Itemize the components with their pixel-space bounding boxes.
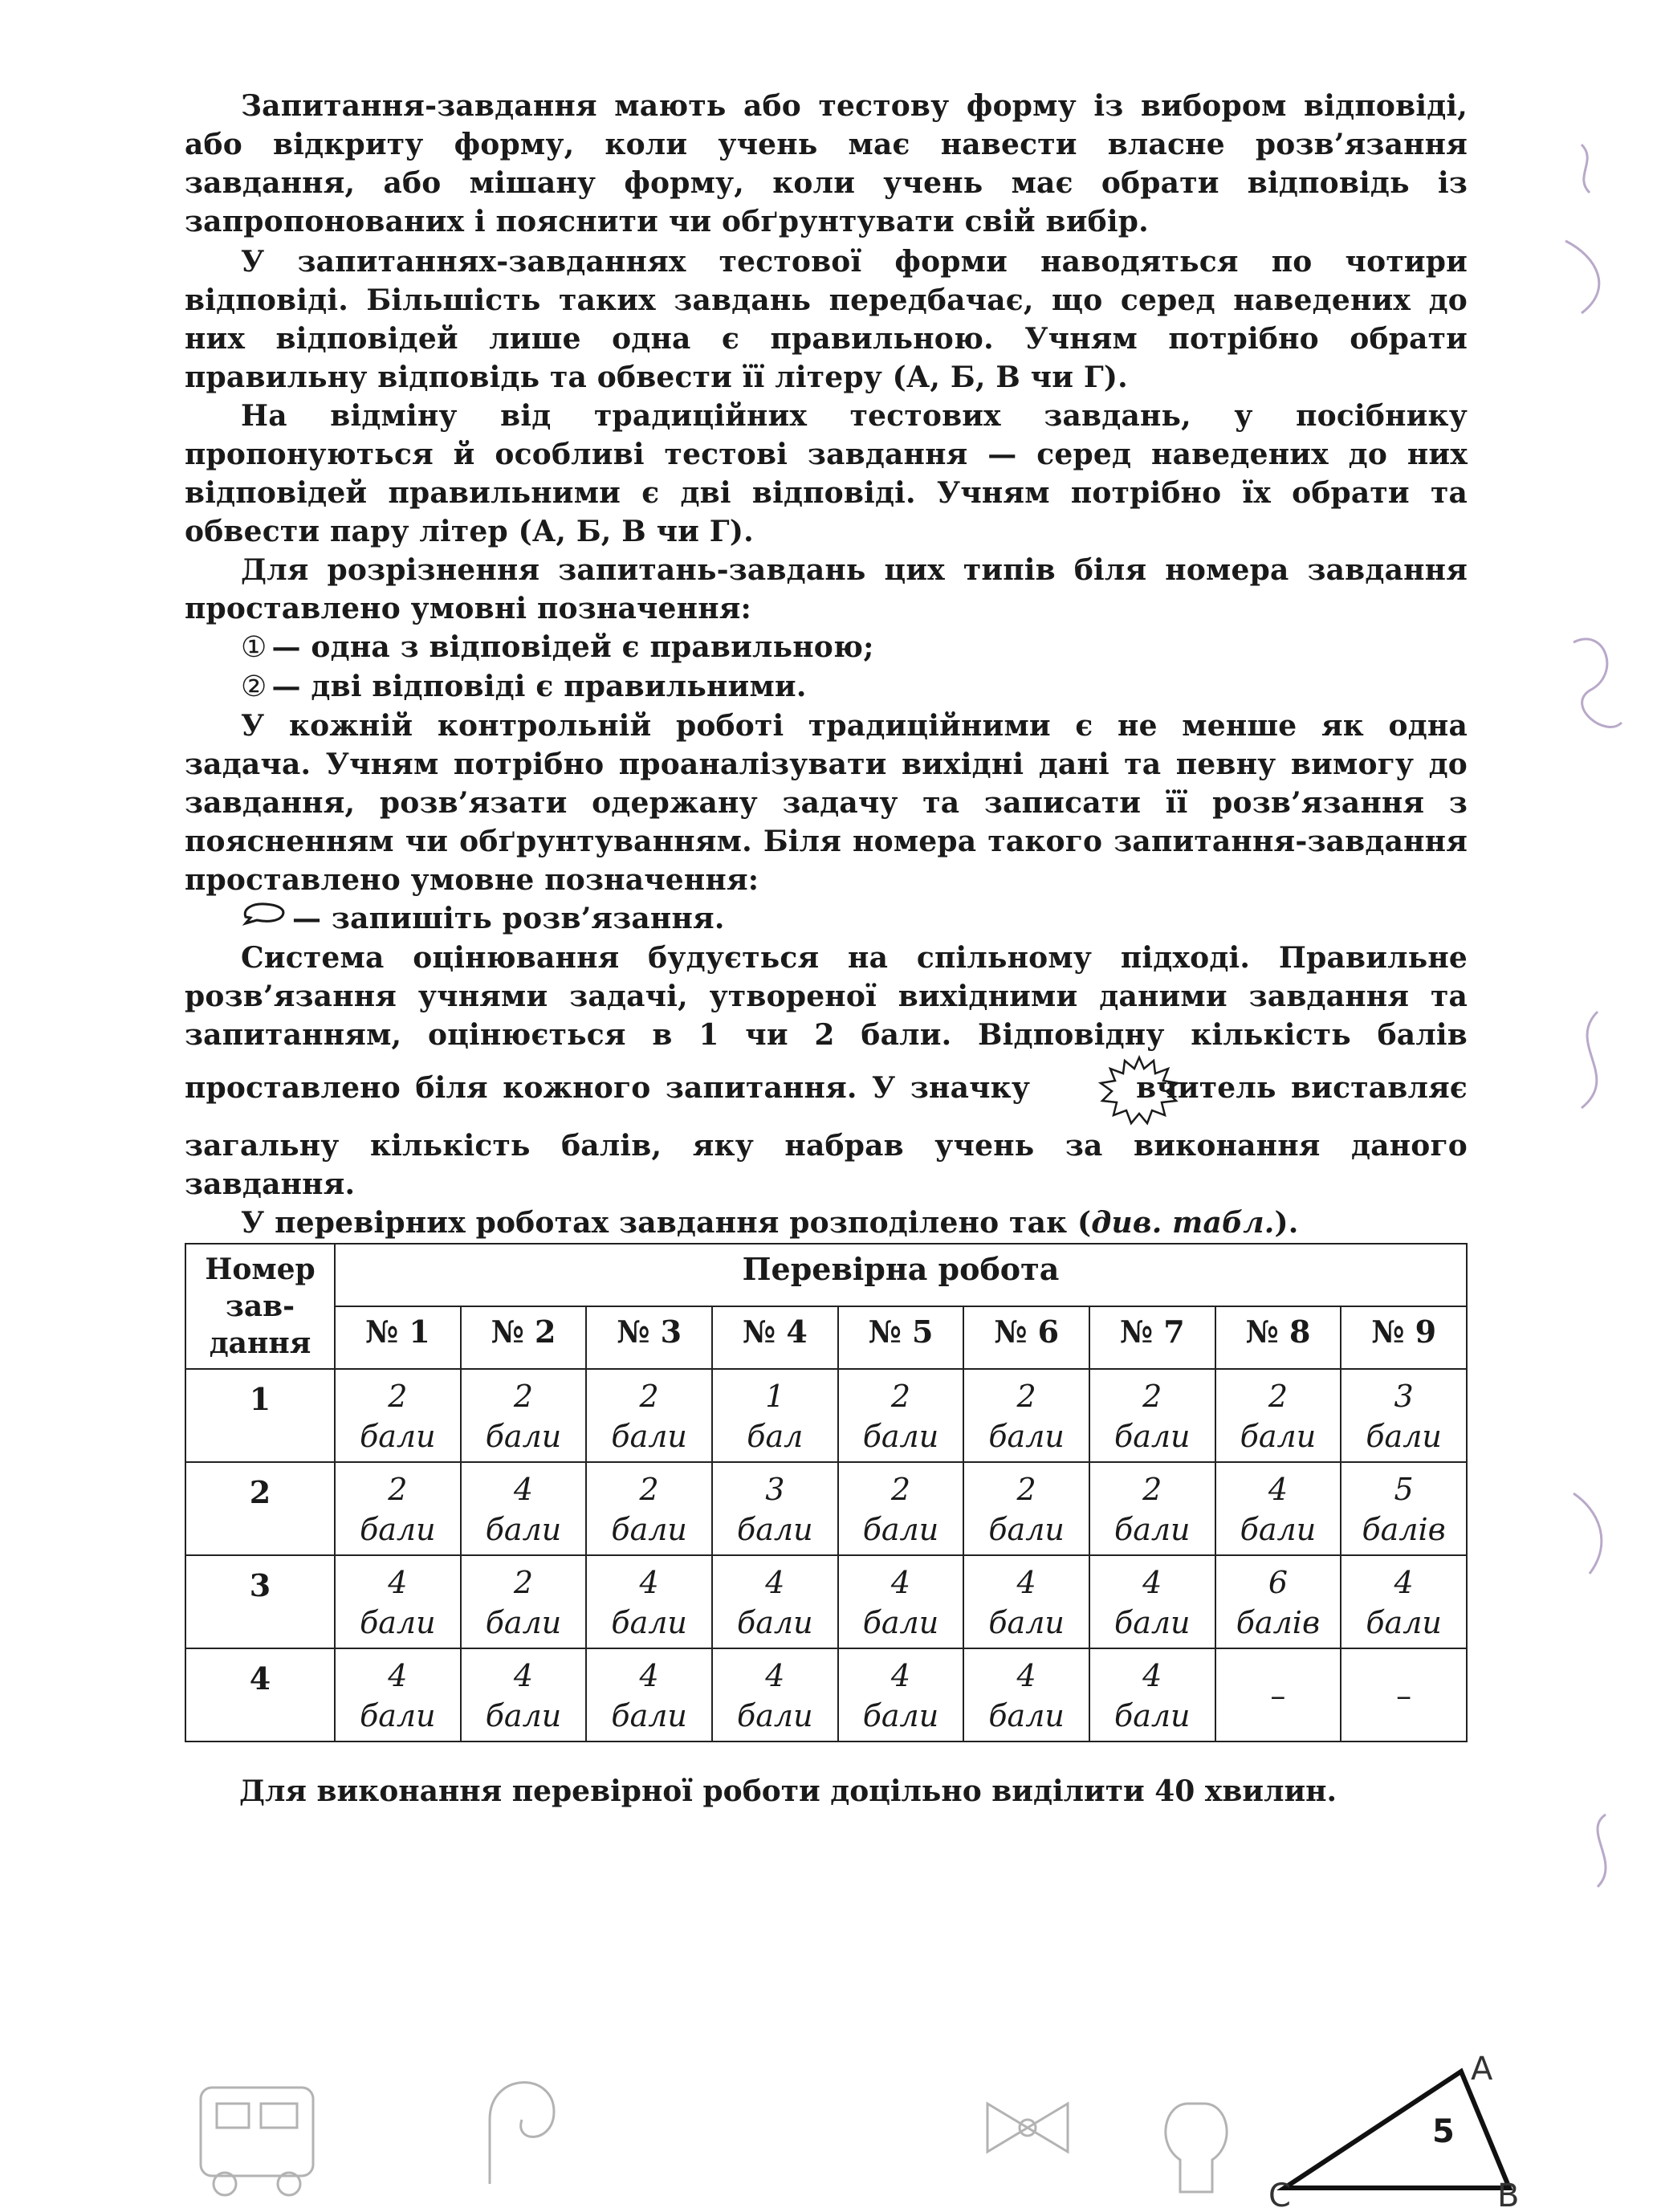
score-cell [1089, 1369, 1215, 1462]
score-cell [712, 1462, 838, 1555]
score-value: 4 [1142, 1565, 1162, 1600]
score-value: 2 [639, 1379, 659, 1414]
task-number: 1 [185, 1369, 335, 1462]
score-value: 4 [765, 1565, 785, 1600]
score-value: 6 [1268, 1565, 1289, 1600]
score-unit: бали [862, 1512, 939, 1547]
score-value: 2 [513, 1379, 534, 1414]
score-value: – [1270, 1678, 1286, 1713]
score-unit: бали [1114, 1605, 1191, 1640]
score-cell [1215, 1648, 1341, 1741]
score-value: 2 [1016, 1472, 1036, 1507]
triangle-label-c: C [1268, 2177, 1291, 2208]
work-number-header: № 4 [712, 1306, 838, 1369]
score-cell [963, 1648, 1089, 1741]
work-number-header: № 8 [1215, 1306, 1341, 1369]
score-cell [461, 1462, 587, 1555]
circled-one-icon: ① [241, 631, 267, 664]
score-value: 4 [513, 1658, 534, 1693]
work-numbers-row [185, 1306, 1467, 1369]
triangle-label-b: B [1497, 2177, 1520, 2208]
score-cell [963, 1369, 1089, 1462]
score-cell [712, 1648, 838, 1741]
score-cell [335, 1648, 461, 1741]
score-value: 2 [890, 1472, 911, 1507]
score-unit: бали [988, 1512, 1065, 1547]
score-cell [1341, 1462, 1467, 1555]
score-cell [461, 1555, 587, 1648]
task-number: 3 [185, 1555, 335, 1648]
paragraph-6: Система оцінювання будується на спільному підході. Правильне розв’язання учнями задачі, утвореної вихідними даними завдання та запитанням, оцінюється в 1 чи 2 бали. Відповідну кількість балів проставлено біля кожного запитання. У значку вчитель виставляє загальну кількість балів, яку набрав учень за виконання даного завдання. [185, 941, 1468, 1201]
score-value: 4 [890, 1658, 911, 1693]
score-cell [586, 1462, 712, 1555]
score-unit: бали [988, 1605, 1065, 1640]
legend-one-answer: ① — одна з відповідей є правильною; [185, 628, 1468, 667]
work-number-header: № 1 [335, 1306, 461, 1369]
score-cell [461, 1648, 587, 1741]
score-unit: балів [1362, 1512, 1446, 1547]
task-number: 4 [185, 1648, 335, 1741]
score-cell [963, 1462, 1089, 1555]
work-number-header: № 9 [1341, 1306, 1467, 1369]
task-number: 2 [185, 1462, 335, 1555]
score-value: 4 [1268, 1472, 1289, 1507]
task-number-header: Номер зав-дання [185, 1244, 335, 1369]
score-value: 4 [513, 1472, 534, 1507]
score-value: 4 [639, 1565, 659, 1600]
score-cell [1341, 1648, 1467, 1741]
score-value: 2 [1268, 1379, 1289, 1414]
score-cell [838, 1462, 964, 1555]
score-unit: балів [1236, 1605, 1321, 1640]
score-unit: бали [611, 1419, 687, 1454]
score-cell [335, 1555, 461, 1648]
score-cell [1215, 1462, 1341, 1555]
score-unit: бал [747, 1419, 804, 1454]
paragraph-3: На відміну від традиційних тестових завдань, у посібнику пропонуються й особливі тестові завдання — серед наведених до них відповідей правильними є дві відповіді. Учням потрібно їх обрати та обвести пару літер (А, Б, В чи Г). [185, 399, 1468, 548]
paragraph-7: У перевірних роботах завдання розподілено так (див. табл.). [241, 1206, 1299, 1240]
grades-table [185, 1243, 1468, 1742]
paragraph-2: У запитаннях-завданнях тестової форми наводяться по чотири відповіді. Більшість таких завдань передбачає, що серед наведених до них відповідей лише одна є правильною. Учням потрібно обрати правильну відповідь та обвести її літеру (А, Б, В чи Г). [185, 245, 1468, 394]
table-row [185, 1648, 1467, 1741]
score-cell [712, 1555, 838, 1648]
score-value: 2 [639, 1472, 659, 1507]
work-number-header: № 5 [838, 1306, 964, 1369]
score-cell [838, 1648, 964, 1741]
score-cell [335, 1369, 461, 1462]
paragraph-4: Для розрізнення запитань-завдань цих типів біля номера завдання проставлено умовні позначення: [185, 553, 1468, 625]
score-cell [1341, 1555, 1467, 1648]
work-group-header: Перевірна робота [335, 1244, 1467, 1306]
circled-two-icon: ② [241, 670, 267, 703]
score-value: 1 [765, 1379, 785, 1414]
score-value: 2 [513, 1565, 534, 1600]
score-cell [586, 1369, 712, 1462]
score-cell [712, 1369, 838, 1462]
score-unit: бали [360, 1698, 436, 1733]
score-value: 2 [1142, 1472, 1162, 1507]
score-cell [1089, 1462, 1215, 1555]
score-value: 4 [1142, 1658, 1162, 1693]
score-value: 2 [1142, 1379, 1162, 1414]
triangle-corner-icon [1268, 2055, 1525, 2208]
score-value: 4 [1016, 1658, 1036, 1693]
table-row [185, 1369, 1467, 1462]
intro-text [185, 87, 1468, 1242]
score-unit: бали [1240, 1419, 1317, 1454]
score-value: 4 [388, 1565, 408, 1600]
margin-doodles-icon [1549, 128, 1646, 1895]
score-unit: бали [485, 1512, 562, 1547]
bottom-doodles-icon [185, 2055, 1309, 2208]
score-value: 4 [639, 1658, 659, 1693]
grades-body [185, 1369, 1467, 1741]
score-unit: бали [1114, 1512, 1191, 1547]
score-unit: бали [737, 1605, 813, 1640]
score-unit: бали [988, 1419, 1065, 1454]
score-value: 5 [1394, 1472, 1414, 1507]
score-cell [1341, 1369, 1467, 1462]
table-row [185, 1462, 1467, 1555]
work-number-header: № 3 [586, 1306, 712, 1369]
legend-two-answers: ② — дві відповіді є правильними. [185, 667, 1468, 707]
score-cell [963, 1555, 1089, 1648]
score-value: 3 [1394, 1379, 1414, 1414]
score-value: – [1396, 1678, 1412, 1713]
score-cell [586, 1555, 712, 1648]
score-unit: бали [737, 1512, 813, 1547]
score-cell [838, 1555, 964, 1648]
score-unit: бали [611, 1698, 687, 1733]
speech-bubble-icon [241, 900, 287, 939]
score-value: 4 [1394, 1565, 1414, 1600]
score-value: 2 [890, 1379, 911, 1414]
score-unit: бали [611, 1512, 687, 1547]
score-value: 4 [1016, 1565, 1036, 1600]
starburst-score-icon [1035, 1054, 1131, 1126]
score-unit: бали [862, 1605, 939, 1640]
score-cell [586, 1648, 712, 1741]
legend-write-solution: — запишіть розв’язання. [185, 899, 1468, 939]
score-value: 4 [388, 1658, 408, 1693]
score-value: 2 [1016, 1379, 1036, 1414]
score-cell [461, 1369, 587, 1462]
score-cell [335, 1462, 461, 1555]
score-unit: бали [1114, 1419, 1191, 1454]
score-unit: бали [988, 1698, 1065, 1733]
score-unit: бали [485, 1698, 562, 1733]
score-cell [1089, 1555, 1215, 1648]
score-unit: бали [360, 1605, 436, 1640]
score-cell [1215, 1555, 1341, 1648]
table-row [185, 1555, 1467, 1648]
score-cell [1215, 1369, 1341, 1462]
footer-note: Для виконання перевірної роботи доцільно виділити 40 хвилин. [239, 1774, 1337, 1808]
score-value: 4 [765, 1658, 785, 1693]
triangle-label-a: A [1471, 2055, 1493, 2088]
score-unit: бали [611, 1605, 687, 1640]
score-unit: бали [1114, 1698, 1191, 1733]
work-number-header: № 6 [963, 1306, 1089, 1369]
score-unit: бали [485, 1419, 562, 1454]
score-cell [838, 1369, 964, 1462]
score-unit: бали [1240, 1512, 1317, 1547]
score-value: 2 [388, 1379, 408, 1414]
paragraph-5: У кожній контрольній роботі традиційними є не менше як одна задача. Учням потрібно проаналізувати вихідні дані та певну вимогу до завдання, розв’язати одержану задачу та записати її розв’язання з поясненням чи обґрунтуванням. Біля номера такого запитання-завдання проставлено умовне позначення: [185, 709, 1468, 897]
work-number-header: № 2 [461, 1306, 587, 1369]
score-unit: бали [862, 1698, 939, 1733]
score-unit: бали [360, 1419, 436, 1454]
score-value: 4 [890, 1565, 911, 1600]
score-cell [1089, 1648, 1215, 1741]
paragraph-1: Запитання-завдання мають або тестову форму із вибором відповіді, або відкриту форму, коли учень має навести власне розв’язання завдання, або мішану форму, коли учень має обрати відповідь із запропонованих і пояснити чи обґрунтувати свій вибір. [185, 89, 1468, 238]
page-number: 5 [1432, 2113, 1455, 2150]
score-unit: бали [737, 1698, 813, 1733]
score-unit: бали [862, 1419, 939, 1454]
score-unit: бали [485, 1605, 562, 1640]
work-number-header: № 7 [1089, 1306, 1215, 1369]
score-unit: бали [360, 1512, 436, 1547]
score-value: 3 [765, 1472, 785, 1507]
score-unit: бали [1366, 1605, 1442, 1640]
score-unit: бали [1366, 1419, 1442, 1454]
score-value: 2 [388, 1472, 408, 1507]
